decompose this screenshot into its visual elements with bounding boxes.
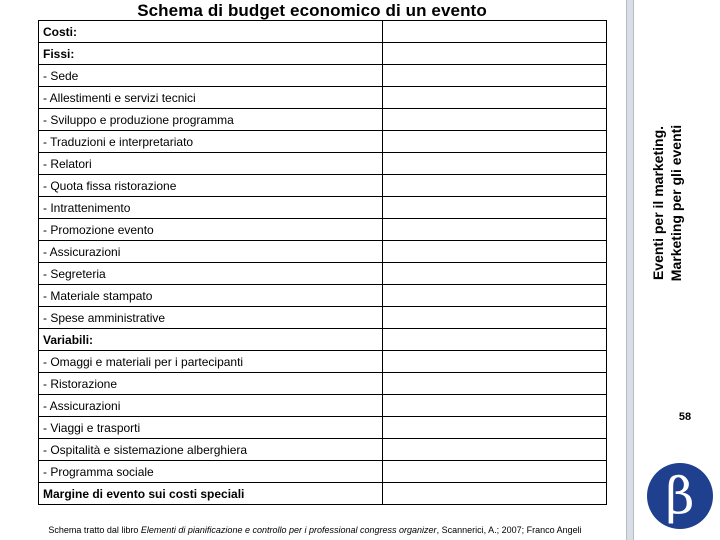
row-label: - Traduzioni e interpretariato bbox=[39, 131, 383, 153]
table-row bbox=[39, 175, 607, 197]
row-value-cell bbox=[383, 307, 607, 329]
row-label: - Promozione evento bbox=[39, 219, 383, 241]
table-row bbox=[39, 109, 607, 131]
table-row bbox=[39, 439, 607, 461]
source-book-title: Elementi di pianificazione e controllo per i professional congress organizer bbox=[140, 525, 437, 535]
table-row bbox=[39, 153, 607, 175]
row-label: Margine di evento sui costi speciali bbox=[39, 483, 383, 505]
table-row bbox=[39, 307, 607, 329]
row-label: - Sviluppo e produzione programma bbox=[39, 109, 383, 131]
row-label: - Programma sociale bbox=[39, 461, 383, 483]
source-prefix: Schema tratto dal libro bbox=[48, 525, 141, 535]
row-label: - Ristorazione bbox=[39, 373, 383, 395]
table-row bbox=[39, 461, 607, 483]
row-value-cell bbox=[383, 131, 607, 153]
row-label: - Sede bbox=[39, 65, 383, 87]
row-label: - Relatori bbox=[39, 153, 383, 175]
table-row bbox=[39, 87, 607, 109]
row-value-cell bbox=[383, 417, 607, 439]
row-label: Costi: bbox=[39, 21, 383, 43]
table-row bbox=[39, 395, 607, 417]
table-row bbox=[39, 65, 607, 87]
row-label: - Quota fissa ristorazione bbox=[39, 175, 383, 197]
row-label: - Spese amministrative bbox=[39, 307, 383, 329]
vertical-divider bbox=[626, 0, 634, 540]
row-value-cell bbox=[383, 43, 607, 65]
source-suffix: , Scannerici, A.; 2007; Franco Angeli bbox=[436, 525, 582, 535]
row-value-cell bbox=[383, 21, 607, 43]
row-label: - Assicurazioni bbox=[39, 241, 383, 263]
table-row bbox=[39, 373, 607, 395]
row-label: Fissi: bbox=[39, 43, 383, 65]
page-title: Schema di budget economico di un evento bbox=[137, 1, 487, 20]
table-row bbox=[39, 219, 607, 241]
budget-table bbox=[38, 20, 607, 505]
row-label: - Omaggi e materiali per i partecipanti bbox=[39, 351, 383, 373]
page-number: 58 bbox=[678, 411, 692, 423]
table-row bbox=[39, 483, 607, 505]
row-value-cell bbox=[383, 329, 607, 351]
row-value-cell bbox=[383, 373, 607, 395]
row-label: - Ospitalità e sistemazione alberghiera bbox=[39, 439, 383, 461]
svg-text:β: β bbox=[665, 467, 695, 525]
row-label: - Segreteria bbox=[39, 263, 383, 285]
table-row bbox=[39, 351, 607, 373]
row-value-cell bbox=[383, 153, 607, 175]
source-note bbox=[0, 525, 630, 535]
row-value-cell bbox=[383, 439, 607, 461]
row-value-cell bbox=[383, 285, 607, 307]
row-label: - Viaggi e trasporti bbox=[39, 417, 383, 439]
side-title bbox=[649, 98, 685, 308]
row-label: - Assicurazioni bbox=[39, 395, 383, 417]
row-label: Variabili: bbox=[39, 329, 383, 351]
side-title-line1: Eventi per il marketing. bbox=[650, 125, 666, 281]
row-value-cell bbox=[383, 219, 607, 241]
table-row bbox=[39, 131, 607, 153]
table-row bbox=[39, 21, 607, 43]
row-value-cell bbox=[383, 175, 607, 197]
row-value-cell bbox=[383, 241, 607, 263]
table-row bbox=[39, 241, 607, 263]
row-value-cell bbox=[383, 263, 607, 285]
row-label: - Intrattenimento bbox=[39, 197, 383, 219]
row-value-cell bbox=[383, 197, 607, 219]
row-label: - Materiale stampato bbox=[39, 285, 383, 307]
row-value-cell bbox=[383, 65, 607, 87]
row-value-cell bbox=[383, 461, 607, 483]
side-title-line2: Marketing per gli eventi bbox=[668, 124, 684, 282]
table-row bbox=[39, 263, 607, 285]
row-value-cell bbox=[383, 87, 607, 109]
table-row bbox=[39, 285, 607, 307]
row-value-cell bbox=[383, 109, 607, 131]
table-row bbox=[39, 43, 607, 65]
table-row bbox=[39, 329, 607, 351]
table-row bbox=[39, 417, 607, 439]
row-value-cell bbox=[383, 483, 607, 505]
row-value-cell bbox=[383, 395, 607, 417]
beta-logo-icon bbox=[646, 462, 714, 530]
table-row bbox=[39, 197, 607, 219]
row-label: - Allestimenti e servizi tecnici bbox=[39, 87, 383, 109]
row-value-cell bbox=[383, 351, 607, 373]
